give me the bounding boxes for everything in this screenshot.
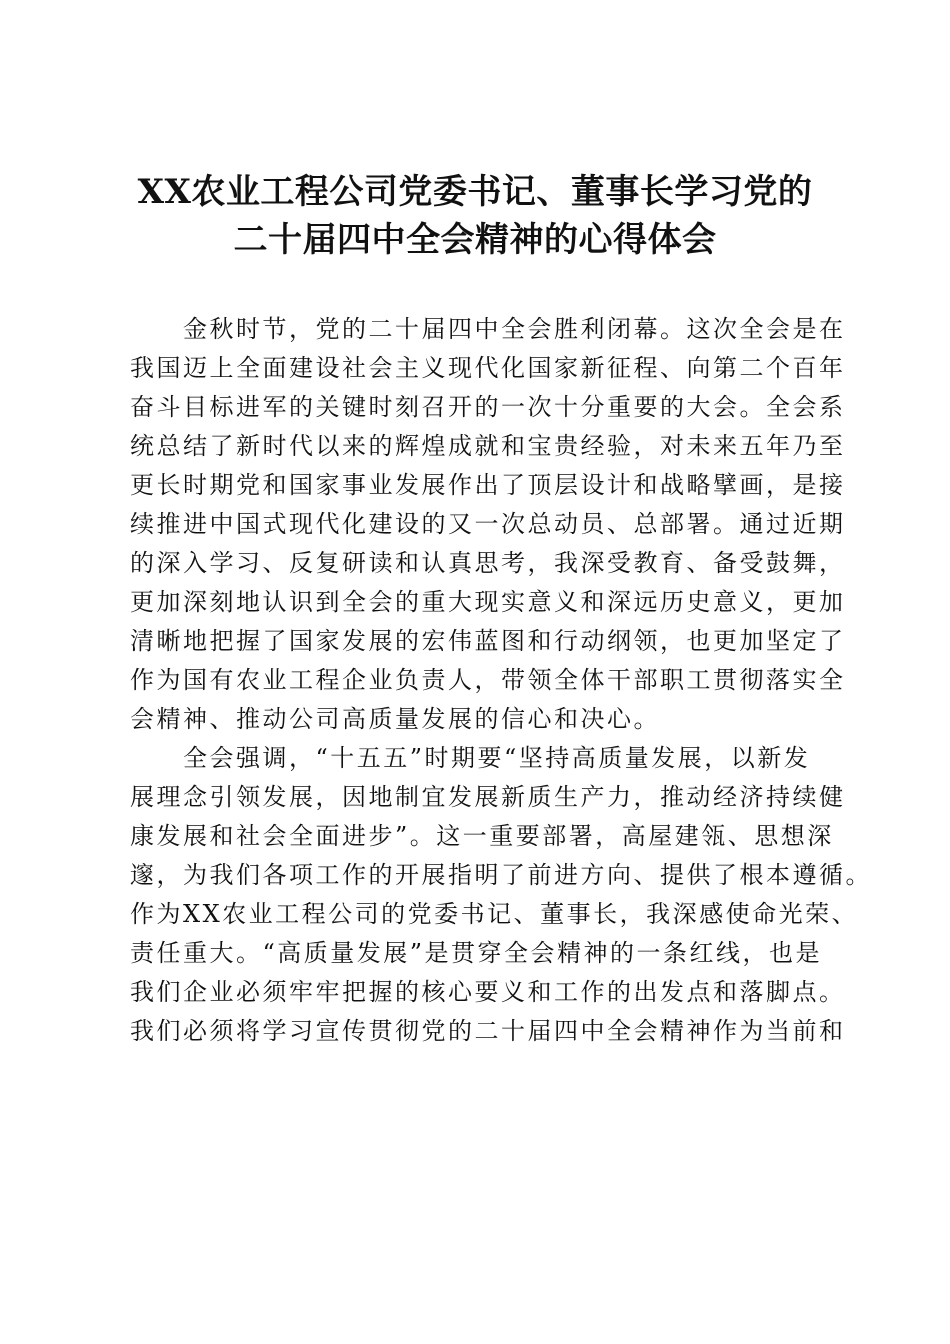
text-line: 全会强调，“十五五”时期要“坚持高质量发展，以新发 [130,744,811,772]
document-title [100,168,850,264]
text-line: 金秋时节，党的二十届四中全会胜利闭幕。这次全会是在 [130,315,846,343]
text-line: 的深入学习、反复研读和认真思考，我深受教育、备受鼓舞， [130,549,846,577]
text-line: 作为XX农业工程公司的党委书记、董事长，我深感使命光荣、 [130,900,859,928]
text-line: 康发展和社会全面进步”。这一重要部署，高屋建瓴、思想深 [130,822,834,850]
text-line: 更加深刻地认识到全会的重大现实意义和深远历史意义，更加 [130,588,846,616]
text-line: 我们企业必须牢牢把握的核心要义和工作的出发点和落脚点。 [130,978,846,1006]
text-line: 更长时期党和国家事业发展作出了顶层设计和战略擘画，是接 [130,471,846,499]
title-line: 二十届四中全会精神的心得体会 [233,220,717,260]
text-line: 统总结了新时代以来的辉煌成就和宝贵经验，对未来五年乃至 [130,432,846,460]
text-line: 展理念引领发展，因地制宜发展新质生产力，推动经济持续健 [130,783,846,811]
text-line: 奋斗目标进军的关键时刻召开的一次十分重要的大会。全会系 [130,393,846,421]
text-line: 我们必须将学习宣传贯彻党的二十届四中全会精神作为当前和 [130,1017,846,1045]
text-line: 续推进中国式现代化建设的又一次总动员、总部署。通过近期 [130,510,846,538]
paragraph-2 [130,739,872,1051]
text-line: 清晰地把握了国家发展的宏伟蓝图和行动纲领，也更加坚定了 [130,627,846,655]
text-line: 责任重大。“高质量发展”是贯穿全会精神的一条红线，也是 [130,939,823,967]
text-line: 会精神、推动公司高质量发展的信心和决心。 [130,705,660,733]
paragraph-1 [130,310,846,739]
text-line: 作为国有农业工程企业负责人，带领全体干部职工贯彻落实全 [130,666,846,694]
text-line: 邃，为我们各项工作的开展指明了前进方向、提供了根本遵循。 [130,861,872,889]
text-line: 我国迈上全面建设社会主义现代化国家新征程、向第二个百年 [130,354,846,382]
document-body [130,310,872,1051]
title-line: XX农业工程公司党委书记、董事长学习党的 [137,172,813,212]
